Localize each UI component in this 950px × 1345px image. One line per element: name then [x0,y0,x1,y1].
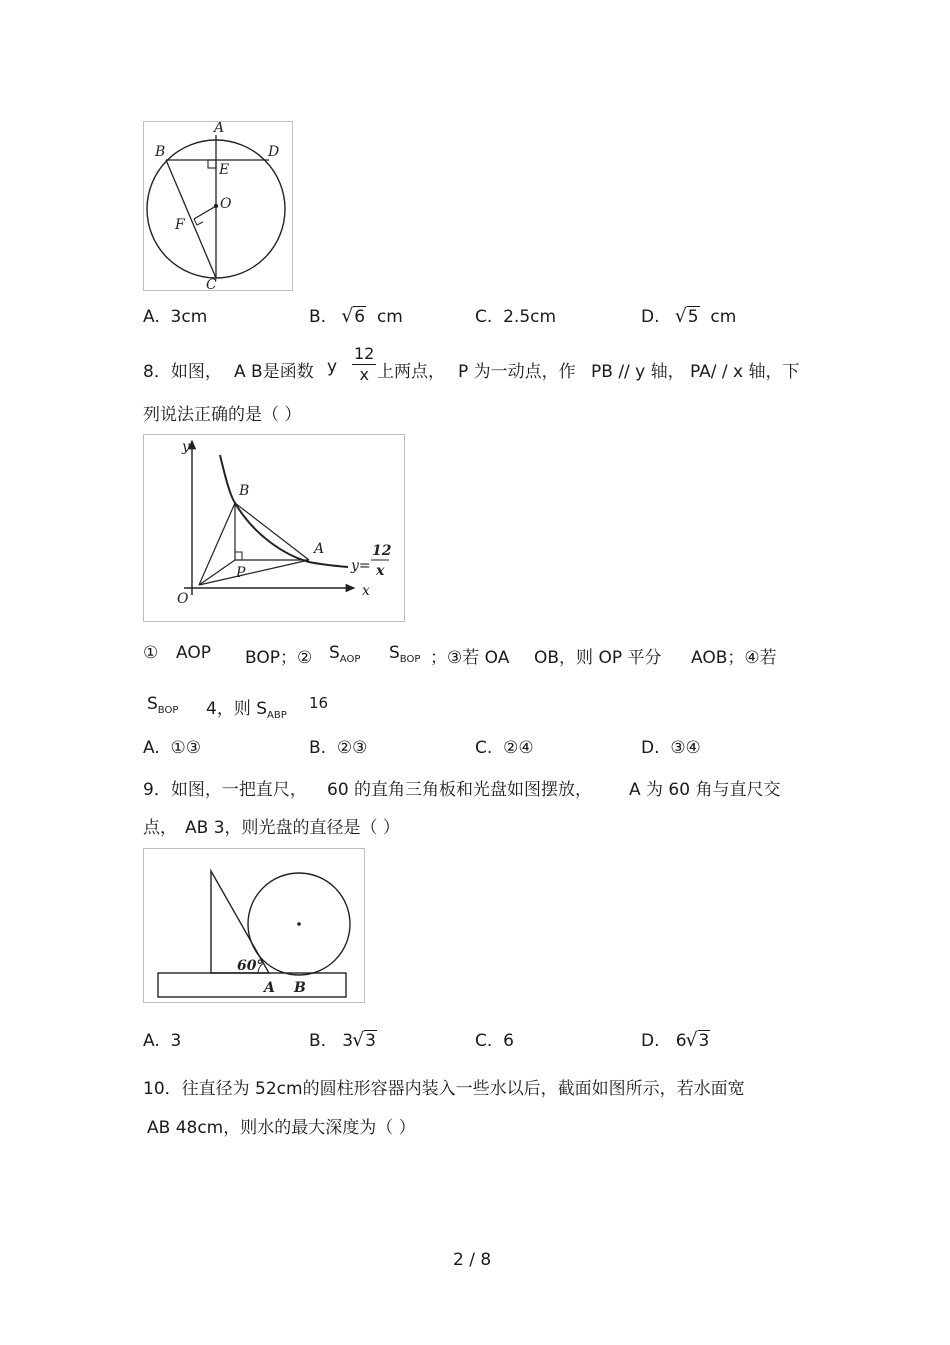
q8-text-points: 上两点， [377,362,445,382]
q7-label-c: C [206,277,217,290]
q8-statement-2-s1: $S_{AOP}$ [329,643,361,665]
q7-option-b[interactable]: B. √ 6 cm [309,307,403,327]
q8-option-c[interactable]: C. ②④ [475,738,534,758]
q8-line2: 列说法正确的是（ ） [143,405,302,425]
q7-option-d[interactable]: D. √ 5 cm [641,307,736,327]
q9-option-b[interactable]: B. 3√ 3 [309,1031,377,1051]
q8-option-a[interactable]: A. ①③ [143,738,202,758]
q8-statement-1-aop: AOP [176,643,211,663]
q8-segment-ab [235,503,309,560]
q10-line1: 10．往直径为 52cm的圆柱形容器内装入一些水以后，截面如图所示，若水面宽 [143,1079,745,1099]
q8-statement-2-s2: $S_{BOP}$ [389,643,421,665]
q8-label-b: B [239,483,250,499]
q8-statement-4: AOB；④若 [691,648,777,668]
q9-line2-b: AB 3，则光盘的直径是（ ） [185,818,400,838]
q7-option-c[interactable]: C. 2.5cm [475,307,557,327]
q7-label-o: O [220,196,232,212]
q8-right-angle-p [235,552,242,560]
q8-text-y: y [327,357,338,377]
q9-line2-a: 点， [143,818,177,838]
q8-segment-oa [199,560,309,585]
q7-chord-bc [166,160,216,278]
q7-label-b: B [155,144,166,160]
q9-disc-center [297,922,301,926]
q9-option-c[interactable]: C. 6 [475,1031,514,1051]
q8-curve-label-y: y= [351,558,371,574]
q9-ruler [158,973,346,997]
q8-curve-label-num: 12 [372,543,392,559]
q8-curve-label-den: x [376,563,385,579]
q8-text-pb: PB // y 轴， [591,362,685,382]
q8-curve [220,455,348,567]
q7-right-angle-e [208,160,216,168]
q7-option-a[interactable]: A. 3cm [143,307,208,327]
q7-right-angle-f [194,219,203,225]
q9-line1-a: 9．如图，一把直尺， [143,780,307,800]
q8-statement-1-num: ① [143,643,159,663]
q8-label-o: O [177,591,189,607]
q8-statement-3: ；③若 OA [430,648,510,668]
q9-line1-b: 60 的直角三角板和光盘如图摆放， [327,780,593,800]
q8-text-p: P 为一动点，作 [458,362,576,382]
q7-label-a: A [214,122,225,136]
q9-label-b: B [294,980,306,996]
q8-label-p: P [236,565,246,581]
q9-label-angle: 60° [237,958,264,974]
q9-option-a[interactable]: A. 3 [143,1031,182,1051]
q9-option-d[interactable]: D. 6√ 3 [641,1031,710,1051]
q8-statement-4-s: $S_{BOP}$ [147,694,179,716]
q7-center-dot [214,204,218,208]
q8-option-d[interactable]: D. ③④ [641,738,701,758]
q7-segment-of [194,206,216,219]
q8-label-a: A [314,541,325,557]
q8-figure [143,434,405,622]
q9-label-a: A [264,980,275,996]
q7-figure [143,121,293,291]
q8-statement-3-ob: OB，则 OP 平分 [534,648,662,668]
q8-option-b[interactable]: B. ②③ [309,738,368,758]
q8-statement-4-res: 16 [309,694,329,712]
q8-text-ab: A B是函数 [234,362,314,382]
q8-fraction: $\frac{12}{x}$ [354,344,375,384]
q8-text-pa: PA/ / x 轴，下 [690,362,800,382]
page-number: 2 / 8 [453,1250,492,1270]
q7-label-f: F [175,217,185,233]
q8-number: 8．如图， [143,362,222,382]
q7-label-d: D [268,144,280,160]
q8-statement-1-bop: BOP；② [245,648,313,668]
q8-statement-4-val: 4，则 $S_{ABP}$ [206,699,287,721]
q9-line1-c: A 为 60 角与直尺交 [629,780,781,800]
q7-label-e: E [219,162,230,178]
q8-label-x: x [362,583,370,599]
q8-label-y: y [182,439,190,455]
q10-line2: AB 48cm，则水的最大深度为（ ） [147,1118,416,1138]
q9-figure [143,848,365,1003]
